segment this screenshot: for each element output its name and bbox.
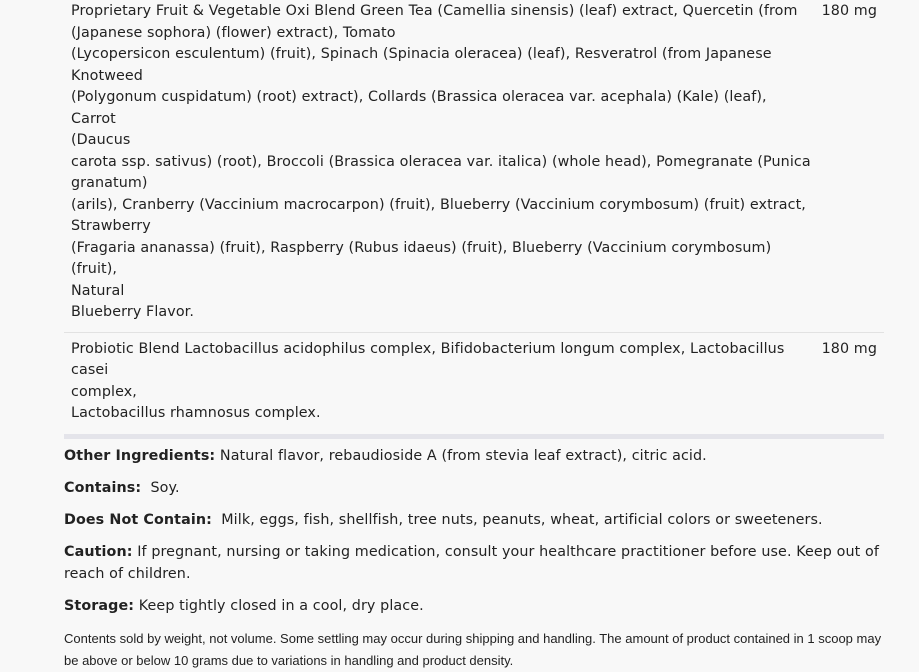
does-not-contain-label: Does Not Contain: [64, 511, 212, 528]
ingredient-line: Proprietary Fruit & Vegetable Oxi Blend Green Tea (Camellia sinensis) (leaf) extract, Quercetin (from [71, 3, 798, 19]
does-not-contain [64, 509, 884, 531]
caution [64, 541, 884, 585]
caution-text: If pregnant, nursing or taking medication, consult your healthcare practitioner before use. Keep out of reach of children. [64, 543, 879, 582]
ingredient-amount: 180 mg [811, 332, 884, 434]
table-row [64, 332, 884, 434]
ingredient-line: (arils), Cranberry (Vaccinium macrocarpon) (fruit), Blueberry (Vaccinium corymbosum) (fruit) extract, [71, 196, 806, 213]
ingredient-line: Natural [71, 282, 125, 299]
contains [64, 477, 884, 499]
other-ingredients-label: Other Ingredients: [64, 447, 216, 464]
does-not-contain-text: Milk, eggs, fish, shellfish, tree nuts, peanuts, wheat, artificial colors or sweeteners. [221, 511, 823, 528]
supplement-facts-panel [64, 0, 884, 672]
ingredient-line: granatum) [71, 175, 148, 191]
ingredient-amount: 180 mg [821, 3, 877, 19]
ingredient-line: (Lycopersicon esculentum) (fruit), Spinach (Spinacia oleracea) (leaf), Resveratrol (from Japanese Knotweed [71, 46, 772, 84]
ingredient-line: carota ssp. sativus) (root), Broccoli (Brassica oleracea var. italica) (whole head), Pomegranate (Punica [71, 153, 811, 170]
ingredient-name [64, 332, 811, 434]
ingredient-line: (Fragaria ananassa) (fruit), Raspberry (Rubus idaeus) (fruit), Blueberry (Vaccinium corymbosum) (fruit), [71, 239, 772, 277]
other-ingredients-text: Natural flavor, rebaudioside A (from stevia leaf extract), citric acid. [219, 447, 707, 464]
ingredient-line: (Daucus [71, 132, 131, 148]
caution-label: Caution: [64, 543, 133, 560]
other-ingredients [64, 445, 884, 467]
storage-text: Keep tightly closed in a cool, dry place. [138, 597, 424, 614]
product-info [64, 445, 884, 672]
ingredient-line: Blueberry Flavor. [71, 304, 194, 320]
ingredient-line: Probiotic Blend Lactobacillus acidophilus complex, Bifidobacterium longum complex, Lactobacillus casei [71, 340, 785, 378]
ingredient-line: (Polygonum cuspidatum) (root) extract), Collards (Brassica oleracea var. acephala) (Kale) (leaf), Carrot [71, 89, 767, 127]
supplement-facts-table [64, 0, 884, 434]
storage-label: Storage: [64, 597, 135, 614]
contains-label: Contains: [64, 479, 142, 496]
weight-note: Contents sold by weight, not volume. Some settling may occur during shipping and handling. The amount of product contained in 1 scoop may be above or below 10 grams due to variations in handling and product density. [64, 630, 882, 668]
table-row [64, 0, 884, 332]
storage [64, 595, 884, 617]
contains-text: Soy. [150, 479, 180, 496]
table-bottom-bar [64, 434, 884, 439]
ingredient-line: Lactobacillus rhamnosus complex. [71, 405, 321, 421]
ingredient-line: (Japanese sophora) (flower) extract), Tomato [71, 24, 396, 41]
ingredient-line: complex, [71, 383, 137, 400]
ingredient-name [64, 0, 811, 332]
ingredient-line: Strawberry [71, 218, 151, 234]
